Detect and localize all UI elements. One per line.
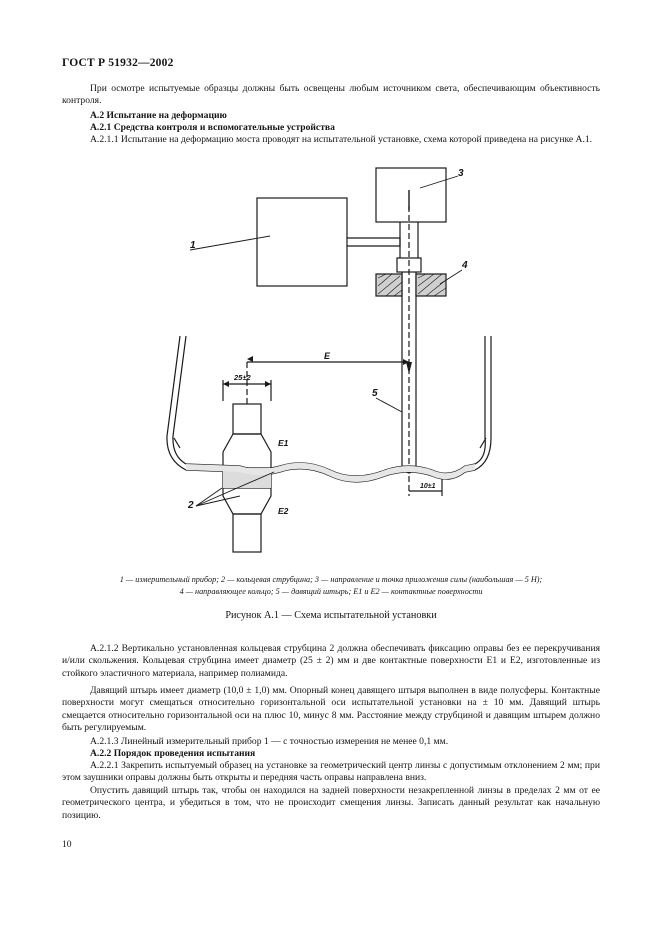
dimension-25-label: 25±2 — [234, 373, 251, 382]
intro-paragraph: При осмотре испытуемые образцы должны быть освещены любым источником света, обеспечивающим объективность контроля. — [62, 83, 600, 107]
section-a21-heading: А.2.1 Средства контроля и вспомогательные устройства — [90, 122, 335, 133]
force-application-box — [376, 168, 446, 222]
section-a22-heading: А.2.2 Порядок проведения испытания — [90, 748, 256, 759]
legend-line-1: 1 — измерительный прибор; 2 — кольцевая струбцина; 3 — направление и точка приложения силы (наибольшая — 5 Н); — [119, 575, 543, 584]
e1-label: E1 — [278, 438, 289, 448]
paragraph-a213: А.2.1.3 Линейный измерительный прибор 1 — с точностью измерения не менее 0,1 мм. — [90, 736, 449, 747]
callout-1: 1 — [190, 240, 196, 251]
standard-header: ГОСТ Р 51932—2002 — [62, 57, 174, 69]
test-setup-figure — [150, 166, 510, 566]
callout-2: 2 — [188, 500, 194, 511]
paragraph-a211: А.2.1.1 Испытание на деформацию моста проводят на испытательной установке, схема которой приведена на рисунке А.1. — [90, 134, 593, 145]
measuring-instrument — [257, 198, 347, 286]
clamp-upper-cap — [233, 404, 261, 434]
paragraph-a212: А.2.1.2 Вертикально установленная кольцевая струбцина 2 должна обеспечивать фиксацию оправы без ее перекручивания и/или скольжения. Кольцевая струбцина имеет диаметр (25 ± 2) мм и две контактные поверхности E1 и E2, изготовленные из стойкого эластичного материала, например полиамида. — [62, 643, 600, 679]
paragraph-a221: А.2.2.1 Закрепить испытуемый образец на установке за геометрический центр линзы с допустимым отклонением 2 мм; при этом заушники оправы должны быть открыты и передняя часть оправы направлена вниз. — [62, 760, 600, 784]
dimension-10-label: 10±1 — [420, 483, 436, 490]
callout-4: 4 — [462, 260, 468, 271]
figure-legend — [62, 574, 600, 598]
paragraph-pin: Давящий штырь имеет диаметр (10,0 ± 1,0) мм. Опорный конец давящего штыря выполнен в виде полусферы. Контактные поверхности могут смещаться относительно горизонтальной оси испытательной установки на ± 10 мм. Давящий штырь смещается относительно горизонтальной оси на плюс 10, минус 8 мм. Расстояние между струбциной и давящим штырем должно быть регулируемым. — [62, 685, 600, 734]
paragraph-final: Опустить давящий штырь так, чтобы он находился на задней поверхности незакрепленной линзы в пределах 2 мм от ее геометрического центра, и убедиться в том, что не происходит смещения линзы. Записать данный результат как начальную позицию. — [62, 785, 600, 821]
callout-3: 3 — [458, 168, 464, 179]
page-number: 10 — [62, 839, 72, 850]
force-arrow-head — [406, 362, 412, 374]
instrument-probe — [347, 238, 400, 246]
dimension-e-label: E — [324, 351, 331, 361]
clamp-lower-cap — [233, 514, 261, 552]
callout-5: 5 — [372, 388, 378, 399]
guide-ring-right — [416, 274, 446, 296]
section-a2-heading: А.2 Испытание на деформацию — [90, 110, 227, 121]
legend-line-2: 4 — направляющее кольцо; 5 — давящий штырь; E1 и E2 — контактные поверхности — [179, 587, 483, 596]
figure-title: Рисунок А.1 — Схема испытательной установки — [225, 610, 437, 621]
e2-label: E2 — [278, 506, 289, 516]
